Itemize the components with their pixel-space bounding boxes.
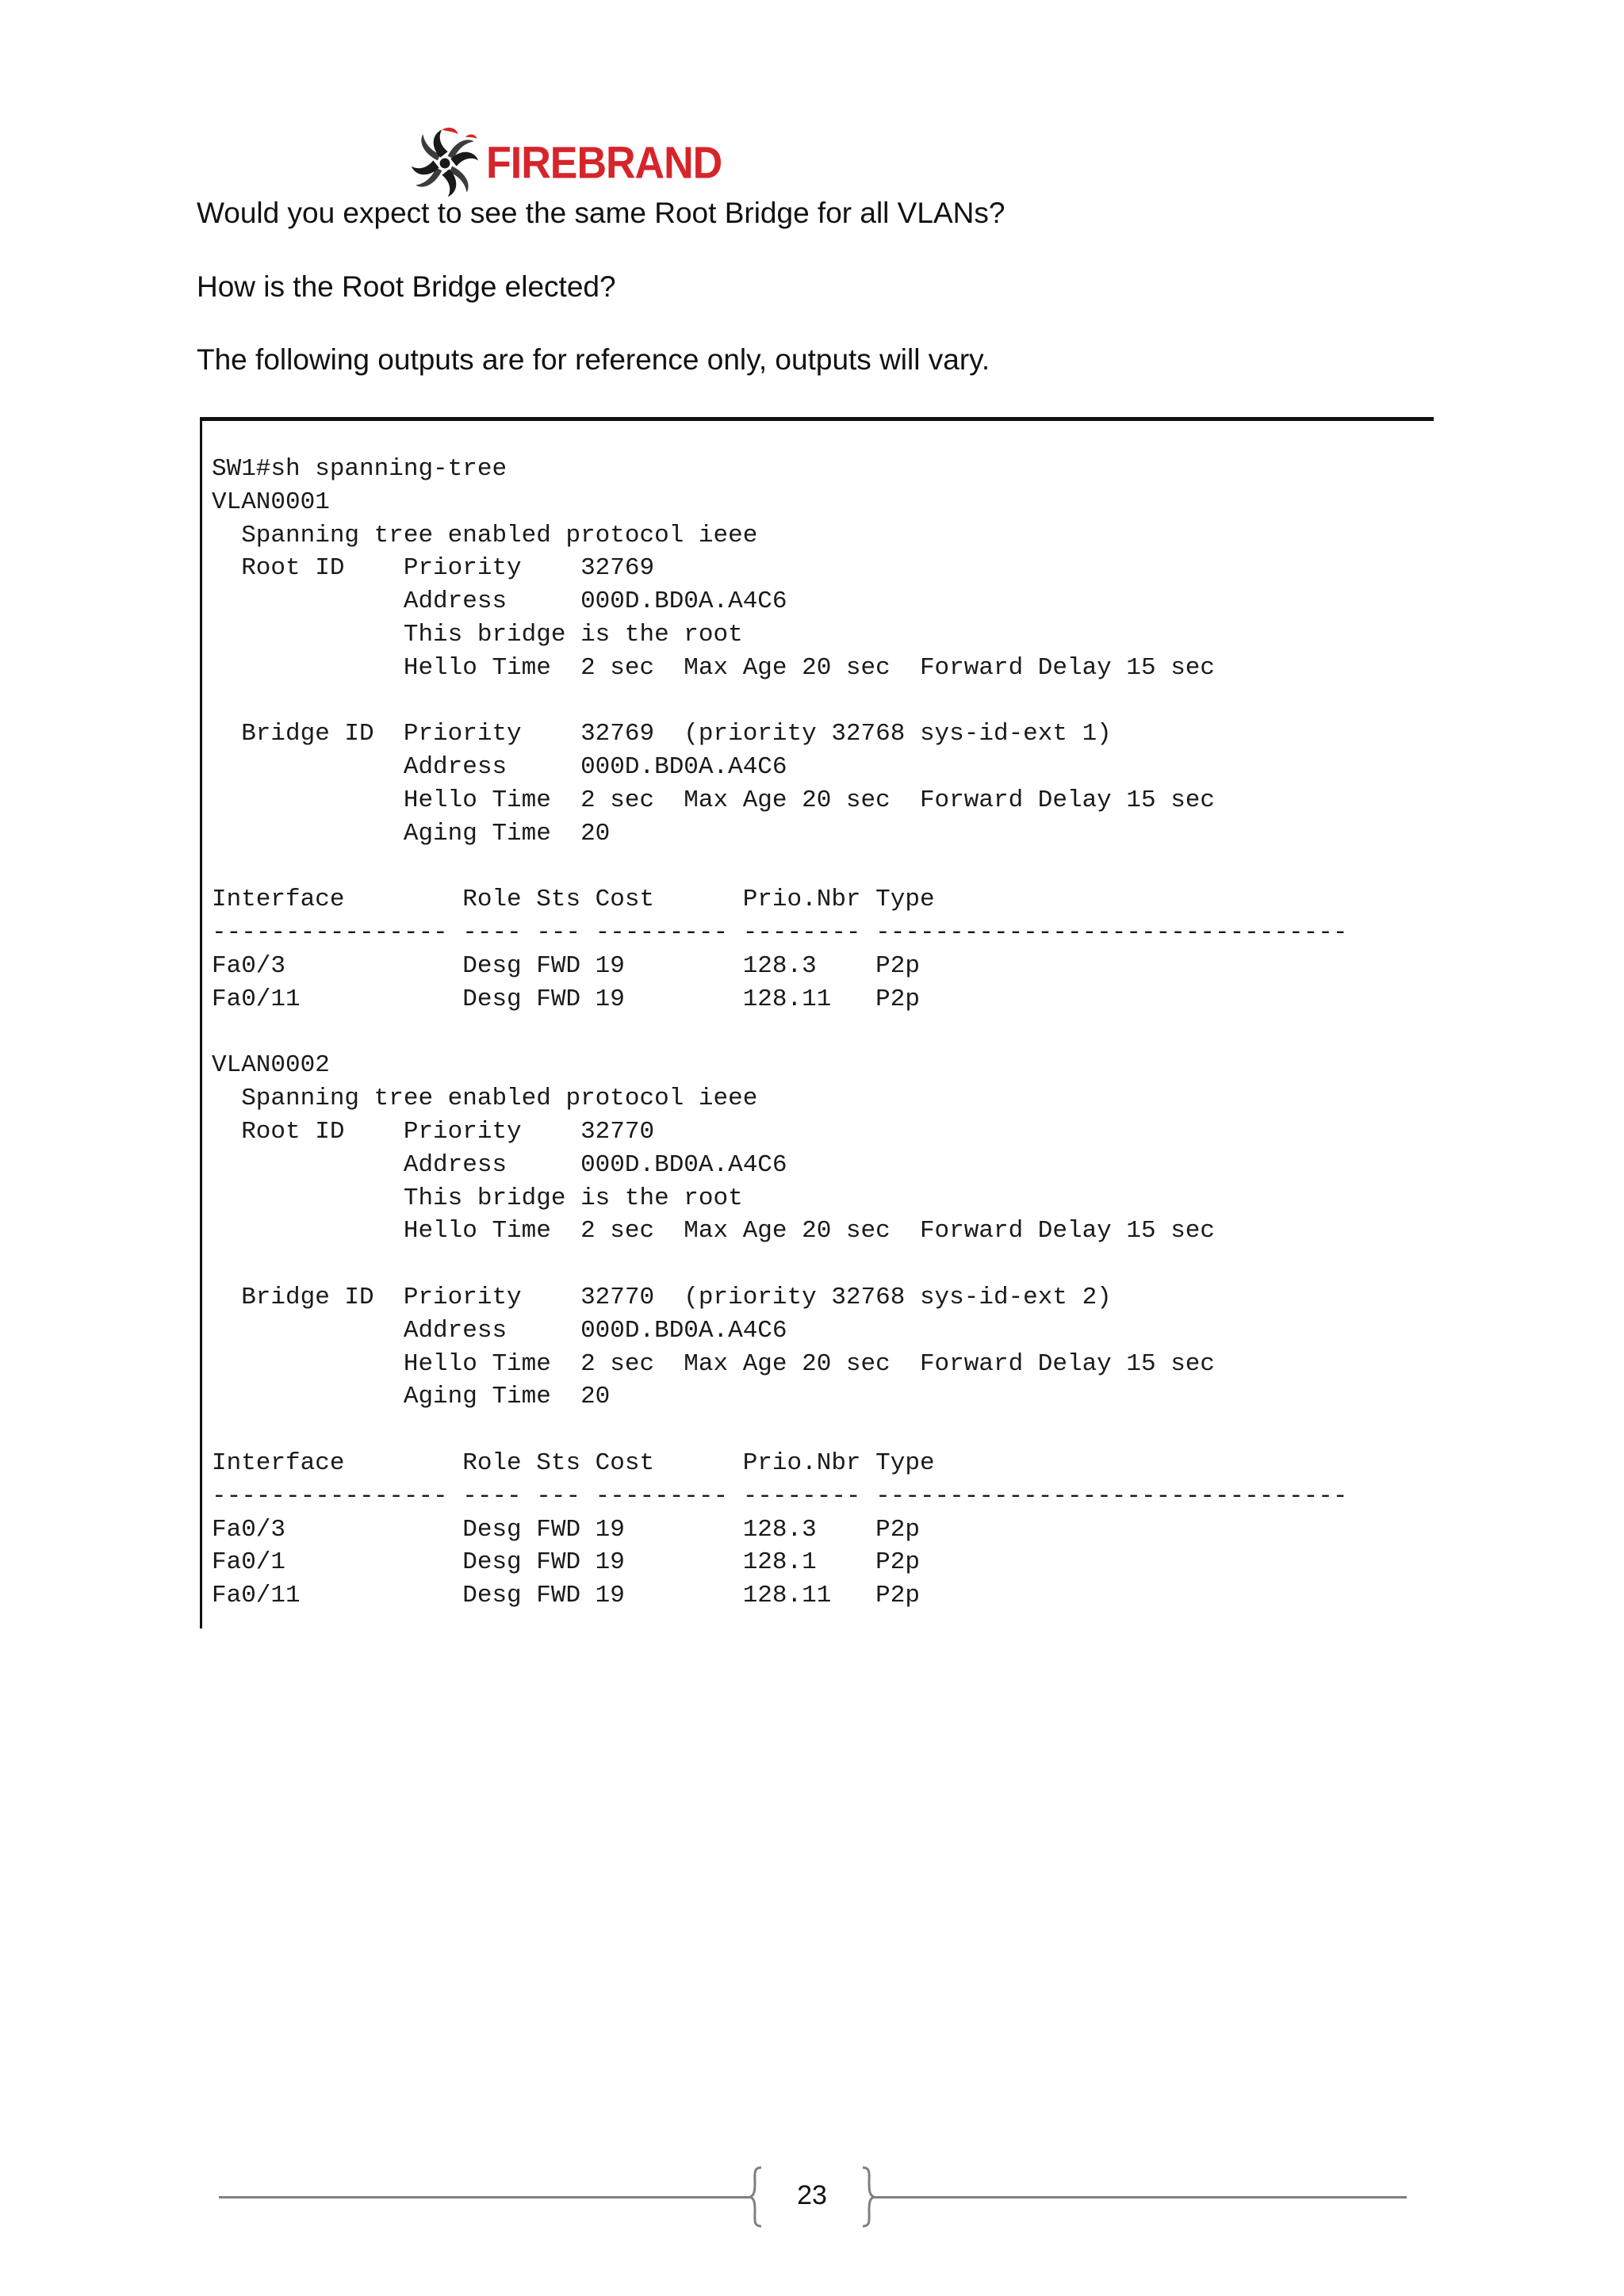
console-line: Aging Time 20 — [212, 1383, 611, 1411]
console-line: VLAN0002 — [212, 1051, 330, 1080]
page-number: 23 — [797, 2180, 827, 2210]
console-line: Spanning tree enabled protocol ieee — [212, 1085, 758, 1113]
console-line: Interface Role Sts Cost Prio.Nbr Type — [212, 886, 935, 914]
console-line: Fa0/11 Desg FWD 19 128.11 P2p — [212, 985, 920, 1013]
console-line: Address 000D.BD0A.A4C6 — [212, 587, 787, 616]
console-line: Root ID Priority 32770 — [212, 1117, 655, 1146]
firebrand-swirl-icon — [408, 127, 481, 200]
logo-wordmark: FIREBRAND — [486, 138, 722, 189]
firebrand-logo — [408, 125, 722, 201]
console-line: Aging Time 20 — [212, 819, 611, 848]
console-line: This bridge is the root — [212, 1184, 743, 1212]
question-text: How is the Root Bridge elected? — [197, 270, 616, 303]
console-line: This bridge is the root — [212, 620, 743, 649]
console-line: Bridge ID Priority 32769 (priority 32768 sys-id-ext 1) — [212, 720, 1112, 748]
console-output-box — [200, 417, 1434, 1628]
console-line: Hello Time 2 sec Max Age 20 sec Forward Delay 15 sec — [212, 786, 1216, 814]
console-line: Bridge ID Priority 32770 (priority 32768 sys-id-ext 2) — [212, 1283, 1112, 1311]
console-line: Fa0/3 Desg FWD 19 128.3 P2p — [212, 951, 920, 980]
console-line: Interface Role Sts Cost Prio.Nbr Type — [212, 1448, 935, 1477]
question-text: Would you expect to see the same Root Bridge for all VLANs? — [197, 197, 1005, 229]
console-line: Hello Time 2 sec Max Age 20 sec Forward Delay 15 sec — [212, 1217, 1216, 1246]
console-line: ---------------- ---- --- --------- -------- -------------------------------- — [212, 919, 1348, 947]
console-line: Spanning tree enabled protocol ieee — [212, 521, 758, 549]
footer-divider — [872, 2196, 1407, 2198]
console-line: Fa0/11 Desg FWD 19 128.11 P2p — [212, 1582, 920, 1610]
console-line: SW1#sh spanning-tree — [212, 455, 508, 483]
console-line: Root ID Priority 32769 — [212, 554, 655, 583]
console-line: Fa0/3 Desg FWD 19 128.3 P2p — [212, 1515, 920, 1544]
console-output-text — [212, 453, 1347, 1613]
reference-note: The following outputs are for reference only, outputs will vary. — [197, 343, 990, 376]
console-line: VLAN0001 — [212, 488, 330, 516]
console-line: Address 000D.BD0A.A4C6 — [212, 1316, 787, 1345]
console-line: Fa0/1 Desg FWD 19 128.1 P2p — [212, 1548, 920, 1577]
console-line: Address 000D.BD0A.A4C6 — [212, 753, 787, 782]
console-line: ---------------- ---- --- --------- -------- -------------------------------- — [212, 1482, 1348, 1510]
console-line: Hello Time 2 sec Max Age 20 sec Forward Delay 15 sec — [212, 1349, 1216, 1378]
console-line: Hello Time 2 sec Max Age 20 sec Forward Delay 15 sec — [212, 653, 1216, 682]
console-line: Address 000D.BD0A.A4C6 — [212, 1150, 787, 1179]
footer-divider — [219, 2196, 752, 2198]
